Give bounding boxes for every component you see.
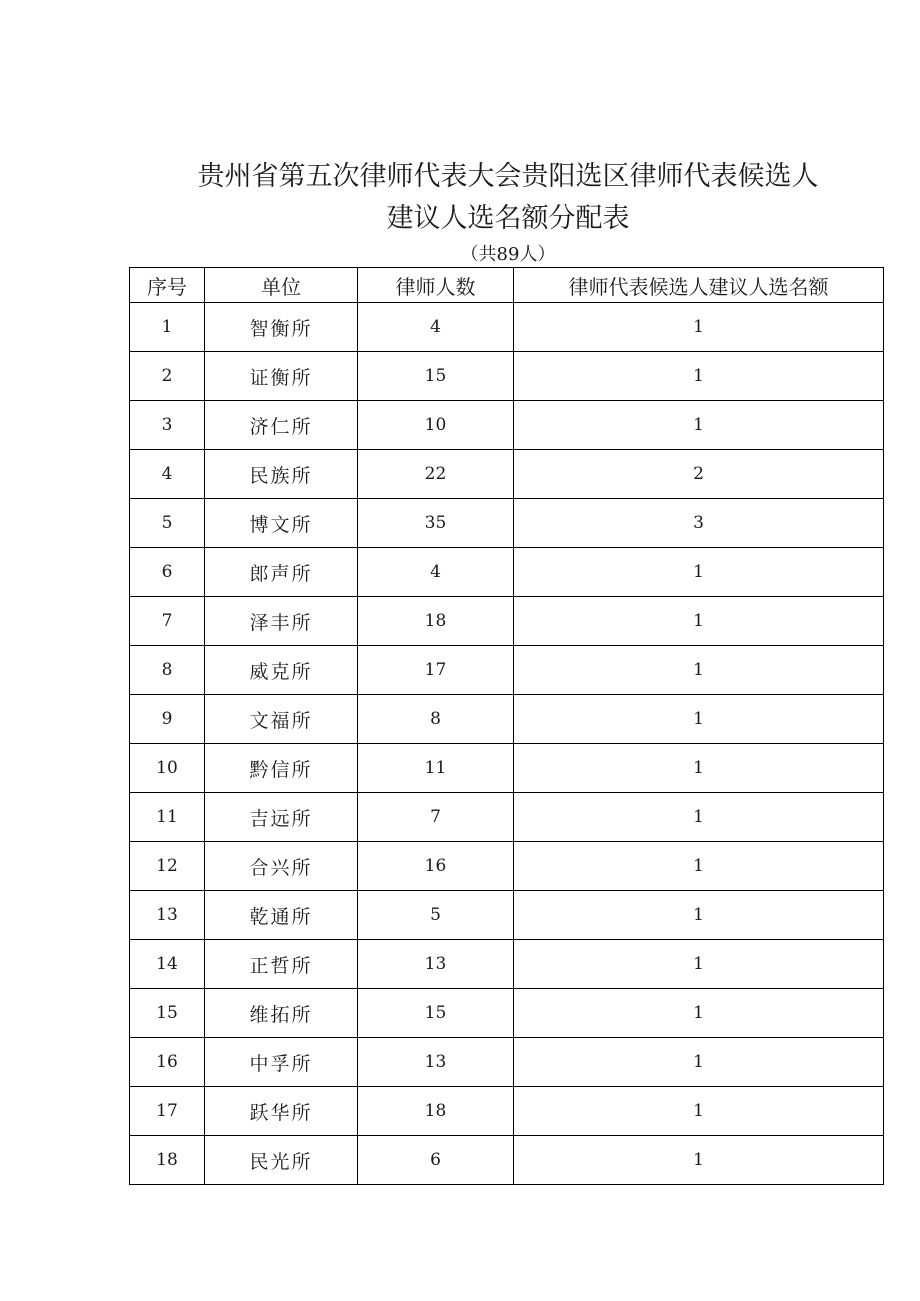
cell-candidate-quota: 1 <box>514 940 884 989</box>
table-row <box>130 352 884 401</box>
table-row <box>130 842 884 891</box>
cell-candidate-quota: 1 <box>514 842 884 891</box>
cell-seq: 7 <box>130 597 205 646</box>
cell-lawyer-count: 4 <box>358 548 514 597</box>
cell-candidate-quota: 1 <box>514 1038 884 1087</box>
cell-candidate-quota: 1 <box>514 1087 884 1136</box>
cell-lawyer-count: 35 <box>358 499 514 548</box>
table-header <box>130 268 884 303</box>
cell-unit: 跃华所 <box>205 1087 358 1136</box>
cell-candidate-quota: 1 <box>514 793 884 842</box>
cell-candidate-quota: 1 <box>514 303 884 352</box>
cell-lawyer-count: 8 <box>358 695 514 744</box>
table-row <box>130 891 884 940</box>
table-row <box>130 450 884 499</box>
table-row <box>130 940 884 989</box>
allocation-table <box>129 267 884 1185</box>
cell-unit: 博文所 <box>205 499 358 548</box>
cell-seq: 5 <box>130 499 205 548</box>
cell-lawyer-count: 15 <box>358 352 514 401</box>
cell-candidate-quota: 3 <box>514 499 884 548</box>
cell-lawyer-count: 6 <box>358 1136 514 1185</box>
cell-lawyer-count: 16 <box>358 842 514 891</box>
cell-seq: 17 <box>130 1087 205 1136</box>
cell-lawyer-count: 13 <box>358 1038 514 1087</box>
cell-seq: 15 <box>130 989 205 1038</box>
cell-seq: 12 <box>130 842 205 891</box>
table-row <box>130 401 884 450</box>
cell-unit: 维拓所 <box>205 989 358 1038</box>
table-row <box>130 744 884 793</box>
cell-unit: 郎声所 <box>205 548 358 597</box>
table-body <box>130 303 884 1185</box>
cell-unit: 证衡所 <box>205 352 358 401</box>
cell-unit: 智衡所 <box>205 303 358 352</box>
header-unit: 单位 <box>205 268 358 303</box>
cell-seq: 4 <box>130 450 205 499</box>
document-title-line1: 贵州省第五次律师代表大会贵阳选区律师代表候选人 <box>197 161 819 192</box>
table-row <box>130 1087 884 1136</box>
table-row <box>130 695 884 744</box>
cell-candidate-quota: 1 <box>514 695 884 744</box>
table-row <box>130 499 884 548</box>
cell-lawyer-count: 17 <box>358 646 514 695</box>
cell-seq: 18 <box>130 1136 205 1185</box>
cell-lawyer-count: 10 <box>358 401 514 450</box>
cell-candidate-quota: 1 <box>514 352 884 401</box>
header-lawyer-count: 律师人数 <box>358 268 514 303</box>
cell-seq: 16 <box>130 1038 205 1087</box>
cell-unit: 文福所 <box>205 695 358 744</box>
cell-candidate-quota: 1 <box>514 989 884 1038</box>
cell-candidate-quota: 1 <box>514 646 884 695</box>
cell-lawyer-count: 15 <box>358 989 514 1038</box>
table-row <box>130 1136 884 1185</box>
cell-unit: 合兴所 <box>205 842 358 891</box>
cell-unit: 泽丰所 <box>205 597 358 646</box>
cell-unit: 乾通所 <box>205 891 358 940</box>
cell-candidate-quota: 2 <box>514 450 884 499</box>
cell-candidate-quota: 1 <box>514 597 884 646</box>
cell-candidate-quota: 1 <box>514 744 884 793</box>
cell-unit: 正哲所 <box>205 940 358 989</box>
cell-seq: 8 <box>130 646 205 695</box>
cell-lawyer-count: 18 <box>358 597 514 646</box>
cell-candidate-quota: 1 <box>514 548 884 597</box>
cell-lawyer-count: 5 <box>358 891 514 940</box>
table-row <box>130 1038 884 1087</box>
cell-unit: 威克所 <box>205 646 358 695</box>
table-row <box>130 597 884 646</box>
cell-seq: 1 <box>130 303 205 352</box>
header-row <box>130 268 884 303</box>
table-row <box>130 548 884 597</box>
cell-seq: 9 <box>130 695 205 744</box>
cell-lawyer-count: 7 <box>358 793 514 842</box>
document-subtitle: （共89人） <box>460 244 556 265</box>
cell-unit: 黔信所 <box>205 744 358 793</box>
cell-candidate-quota: 1 <box>514 1136 884 1185</box>
document-title-line2: 建议人选名额分配表 <box>386 203 630 234</box>
header-candidate-quota: 律师代表候选人建议人选名额 <box>514 268 884 303</box>
cell-seq: 6 <box>130 548 205 597</box>
cell-candidate-quota: 1 <box>514 891 884 940</box>
cell-seq: 14 <box>130 940 205 989</box>
cell-unit: 中孚所 <box>205 1038 358 1087</box>
table-row <box>130 793 884 842</box>
cell-seq: 11 <box>130 793 205 842</box>
table-row <box>130 989 884 1038</box>
cell-seq: 3 <box>130 401 205 450</box>
cell-lawyer-count: 11 <box>358 744 514 793</box>
cell-seq: 13 <box>130 891 205 940</box>
cell-lawyer-count: 13 <box>358 940 514 989</box>
cell-lawyer-count: 22 <box>358 450 514 499</box>
cell-candidate-quota: 1 <box>514 401 884 450</box>
cell-unit: 济仁所 <box>205 401 358 450</box>
table-row <box>130 646 884 695</box>
cell-seq: 10 <box>130 744 205 793</box>
cell-lawyer-count: 18 <box>358 1087 514 1136</box>
cell-unit: 民族所 <box>205 450 358 499</box>
cell-unit: 吉远所 <box>205 793 358 842</box>
header-seq: 序号 <box>130 268 205 303</box>
table-row <box>130 303 884 352</box>
cell-seq: 2 <box>130 352 205 401</box>
cell-unit: 民光所 <box>205 1136 358 1185</box>
cell-lawyer-count: 4 <box>358 303 514 352</box>
